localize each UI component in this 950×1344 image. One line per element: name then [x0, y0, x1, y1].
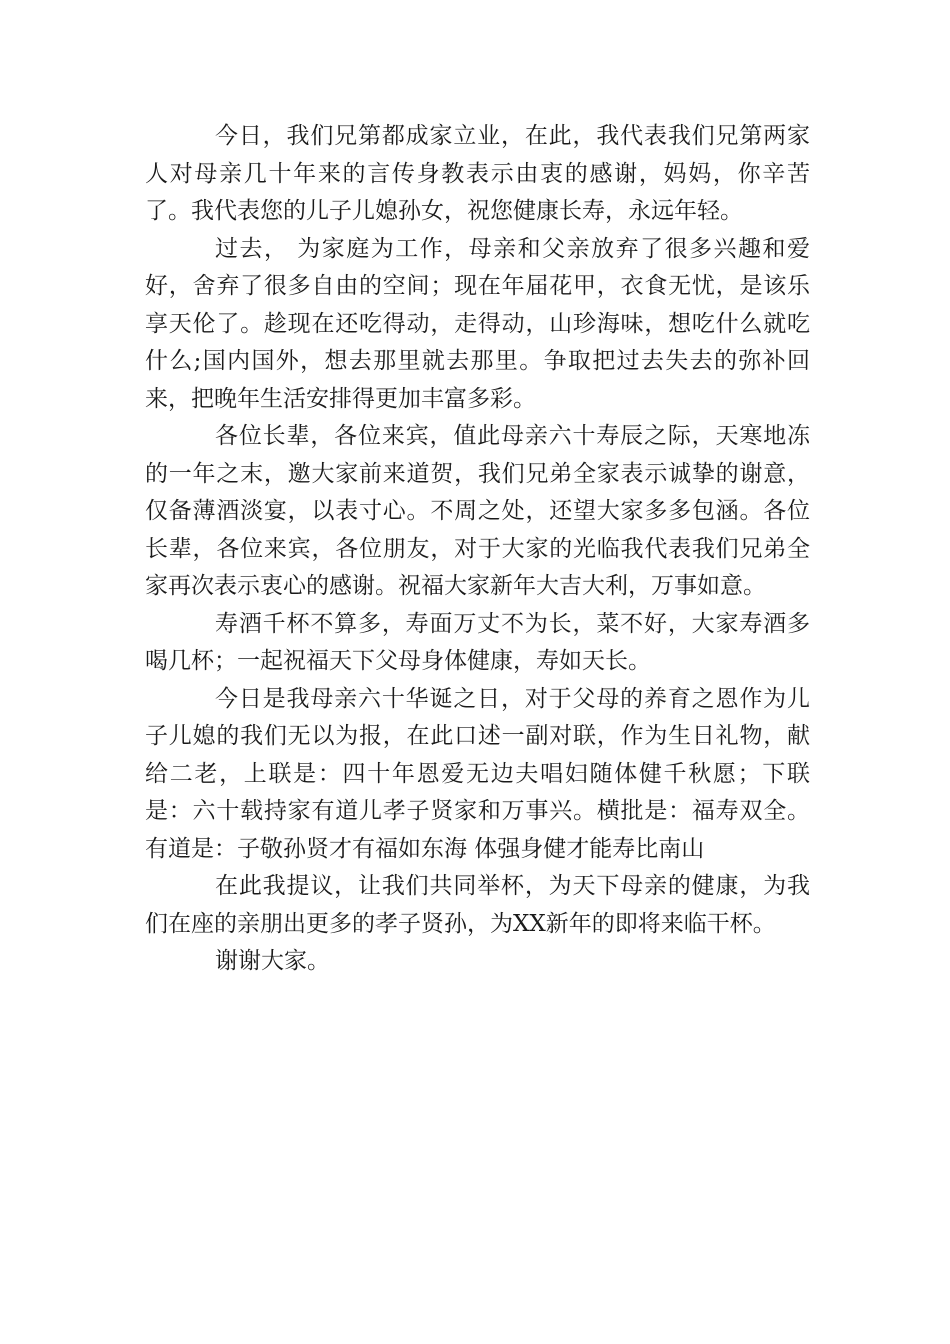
document-body — [145, 118, 810, 981]
paragraph-1: 今日，我们兄第都成家立业，在此，我代表我们兄第两家人对母亲几十年来的言传身教表示由衷的感谢，妈妈，你辛苦了。我代表您的儿子儿媳孙女，祝您健康长寿，永远年轻。 — [145, 123, 810, 224]
paragraph-7: 谢谢大家。 — [215, 948, 330, 974]
paragraph-3: 各位长辈，各位来宾，值此母亲六十寿辰之际，天寒地冻的一年之末，邀大家前来道贺，我们兄弟全家表示诚挚的谢意，仅备薄酒淡宴，以表寸心。不周之处，还望大家多多包涵。各位长辈，各位来宾，各位朋友，对于大家的光临我代表我们兄弟全家再次表示衷心的感谢。祝福大家新年大吉大利，万事如意。 — [145, 423, 810, 599]
paragraph-5: 今日是我母亲六十华诞之日，对于父母的养育之恩作为儿子儿媳的我们无以为报，在此口述一副对联，作为生日礼物，献给二老，上联是：四十年恩爱无边夫唱妇随体健千秋愿；下联是：六十载持家有道儿孝子贤家和万事兴。横批是：福寿双全。有道是：子敬孙贤才有福如东海 体强身健才能寿比南山 — [145, 685, 810, 862]
paragraph-6: 在此我提议，让我们共同举杯，为天下母亲的健康，为我们在座的亲朋出更多的孝子贤孙，为XX新年的即将来临干杯。 — [145, 873, 810, 937]
paragraph-2: 过去， 为家庭为工作，母亲和父亲放弃了很多兴趣和爱好，舍弃了很多自由的空间；现在年届花甲，衣食无忧，是该乐享天伦了。趁现在还吃得动，走得动，山珍海味，想吃什么就吃什么;国内国外，想去那里就去那里。争取把过去失去的弥补回来，把晚年生活安排得更加丰富多彩。 — [145, 235, 810, 412]
paragraph-4: 寿酒千杯不算多，寿面万丈不为长，菜不好，大家寿酒多喝几杯；一起祝福天下父母身体健康，寿如天长。 — [145, 610, 810, 674]
